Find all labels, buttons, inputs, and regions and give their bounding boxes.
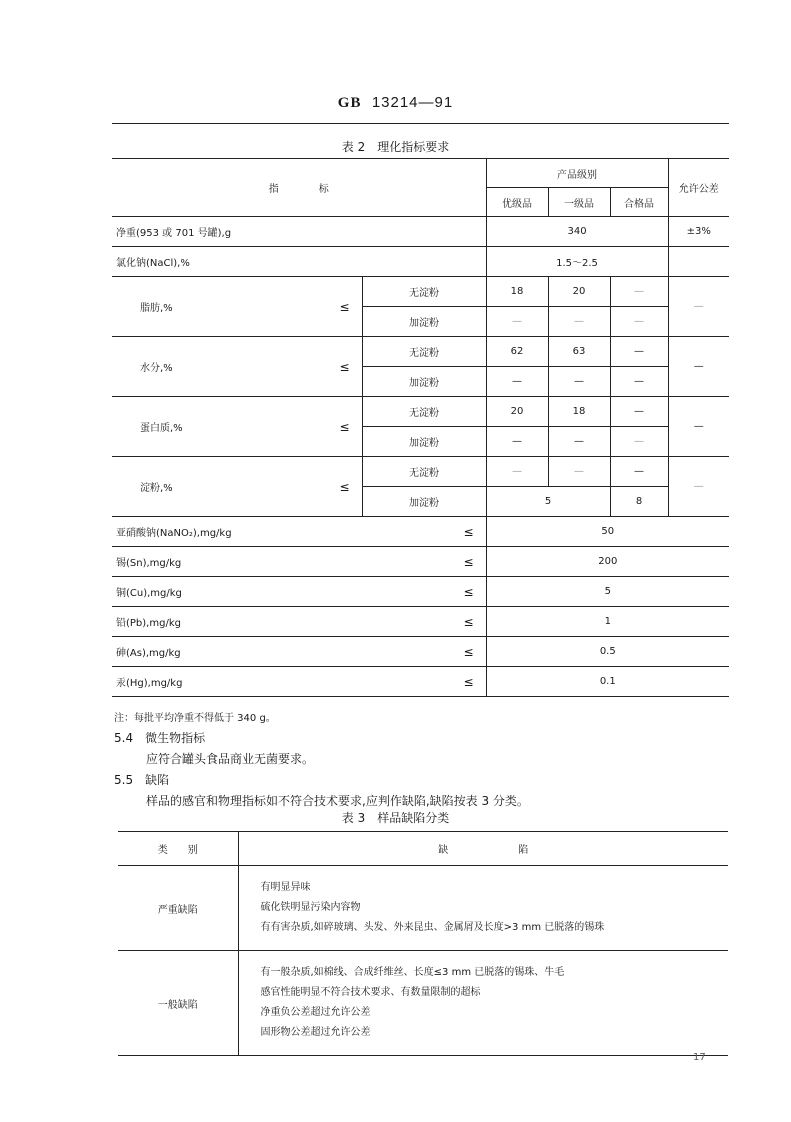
cell-value: —	[610, 337, 668, 367]
table3-defects	[118, 831, 728, 1056]
cell-value: —	[610, 397, 668, 427]
table2-caption: 表 2 理化指标要求	[341, 140, 450, 154]
leq-sign: ≤	[322, 277, 362, 337]
row-tolerance: ±3%	[668, 217, 729, 247]
cell-value: 18	[548, 397, 610, 427]
row-label: 水分,%	[112, 337, 322, 397]
row-label: 蛋白质,%	[112, 397, 322, 457]
table-row	[112, 217, 729, 247]
cell-value: 62	[486, 337, 548, 367]
col-tolerance: 允许公差	[668, 159, 729, 217]
cell-value: —	[486, 307, 548, 337]
col-grade3: 合格品	[610, 188, 668, 217]
cell-value: 63	[548, 337, 610, 367]
row-value: 340	[486, 217, 668, 247]
row-value: 0.1	[486, 667, 729, 697]
sub-label: 无淀粉	[362, 277, 486, 307]
cell-value: 5	[486, 487, 610, 517]
cell-value: 18	[486, 277, 548, 307]
table-row	[112, 247, 729, 277]
list-item: 固形物公差超过允许公差	[260, 1027, 371, 1038]
cell-value: —	[548, 307, 610, 337]
table-row	[118, 866, 728, 951]
leq-sign: ≤	[322, 397, 362, 457]
table-row	[118, 951, 728, 1056]
sub-label: 加淀粉	[362, 427, 486, 457]
section-5-4-title: 5.4 微生物指标	[114, 731, 206, 745]
row-label: 淀粉,%	[112, 457, 322, 517]
list-item: 有有害杂质,如碎玻璃、头发、外来昆虫、金属屑及长度>3 mm 已脱落的锡珠	[260, 922, 605, 933]
table-row	[112, 547, 729, 577]
header-rule	[112, 123, 729, 124]
table-row	[112, 667, 729, 697]
list-item: 感官性能明显不符合技术要求、有数量限制的超标	[260, 987, 481, 998]
leq-sign: ≤	[362, 667, 486, 697]
section-5-4-text: 应符合罐头食品商业无菌要求。	[146, 752, 315, 766]
sub-label: 加淀粉	[362, 487, 486, 517]
cell-value: —	[610, 427, 668, 457]
cell-value: —	[548, 367, 610, 397]
row-label: 亚硝酸钠(NaNO₂),mg/kg	[112, 517, 362, 547]
cell-value: 20	[548, 277, 610, 307]
cell-value: —	[486, 457, 548, 487]
row-tolerance: —	[668, 457, 729, 517]
row-tolerance: —	[668, 397, 729, 457]
cell-value: —	[610, 457, 668, 487]
table-row	[112, 517, 729, 547]
cell-value: —	[486, 427, 548, 457]
leq-sign: ≤	[362, 577, 486, 607]
leq-sign: ≤	[362, 637, 486, 667]
cell-value: —	[610, 367, 668, 397]
list-item: 硫化铁明显污染内容物	[260, 902, 361, 913]
row-label: 脂肪,%	[112, 277, 322, 337]
col-category: 类 别	[118, 832, 238, 866]
list-item: 有一般杂质,如棉线、合成纤维丝、长度≤3 mm 已脱落的锡珠、牛毛	[260, 967, 565, 978]
leq-sign: ≤	[362, 547, 486, 577]
defect-list	[238, 951, 728, 1056]
row-label: 净重(953 或 701 号罐),g	[112, 217, 486, 247]
table-row	[112, 637, 729, 667]
standard-code-number: 13214—91	[371, 94, 454, 111]
row-label: 氯化钠(NaCl),%	[112, 247, 486, 277]
table-row	[112, 577, 729, 607]
row-value: 5	[486, 577, 729, 607]
standard-code-prefix: GB	[337, 95, 362, 111]
table3-caption: 表 3 样品缺陷分类	[341, 811, 450, 825]
table-row	[112, 607, 729, 637]
sub-label: 无淀粉	[362, 397, 486, 427]
section-5-5-title: 5.5 缺陷	[114, 773, 170, 787]
cell-value: 20	[486, 397, 548, 427]
cell-value: —	[610, 307, 668, 337]
cell-value: —	[548, 427, 610, 457]
category-label: 严重缺陷	[118, 866, 238, 951]
col-grade2: 一级品	[548, 188, 610, 217]
row-tolerance: —	[668, 277, 729, 337]
cell-value: —	[486, 367, 548, 397]
col-grade1: 优级品	[486, 188, 548, 217]
col-indicator: 指 标	[112, 159, 486, 217]
defect-list	[238, 866, 728, 951]
table2-physicochemical	[112, 158, 729, 697]
cell-value: 8	[610, 487, 668, 517]
col-grade-group: 产品级别	[486, 159, 668, 188]
sub-label: 无淀粉	[362, 457, 486, 487]
row-label: 铅(Pb),mg/kg	[112, 607, 362, 637]
table-row	[112, 337, 729, 367]
sub-label: 加淀粉	[362, 307, 486, 337]
cell-value: —	[548, 457, 610, 487]
table-row	[112, 397, 729, 427]
table2-note: 注：每批平均净重不得低于 340 g。	[114, 713, 276, 724]
sub-label: 加淀粉	[362, 367, 486, 397]
cell-value: —	[610, 277, 668, 307]
col-defect: 缺 陷	[238, 832, 728, 866]
list-item: 有明显异味	[260, 882, 311, 893]
row-value: 0.5	[486, 637, 729, 667]
standard-code	[0, 94, 791, 112]
row-value: 1	[486, 607, 729, 637]
category-label: 一般缺陷	[118, 951, 238, 1056]
leq-sign: ≤	[362, 517, 486, 547]
table-row	[112, 277, 729, 307]
row-label: 汞(Hg),mg/kg	[112, 667, 362, 697]
row-tolerance: —	[668, 337, 729, 397]
leq-sign: ≤	[362, 607, 486, 637]
leq-sign: ≤	[322, 457, 362, 517]
row-label: 铜(Cu),mg/kg	[112, 577, 362, 607]
row-value: 200	[486, 547, 729, 577]
row-value: 1.5～2.5	[486, 247, 668, 277]
list-item: 净重负公差超过允许公差	[260, 1007, 371, 1018]
row-value: 50	[486, 517, 729, 547]
section-5-5-text: 样品的感官和物理指标如不符合技术要求,应判作缺陷,缺陷按表 3 分类。	[146, 794, 529, 808]
row-label: 砷(As),mg/kg	[112, 637, 362, 667]
page-number: 17	[693, 1052, 706, 1063]
table-row	[112, 457, 729, 487]
row-label: 锡(Sn),mg/kg	[112, 547, 362, 577]
leq-sign: ≤	[322, 337, 362, 397]
sub-label: 无淀粉	[362, 337, 486, 367]
